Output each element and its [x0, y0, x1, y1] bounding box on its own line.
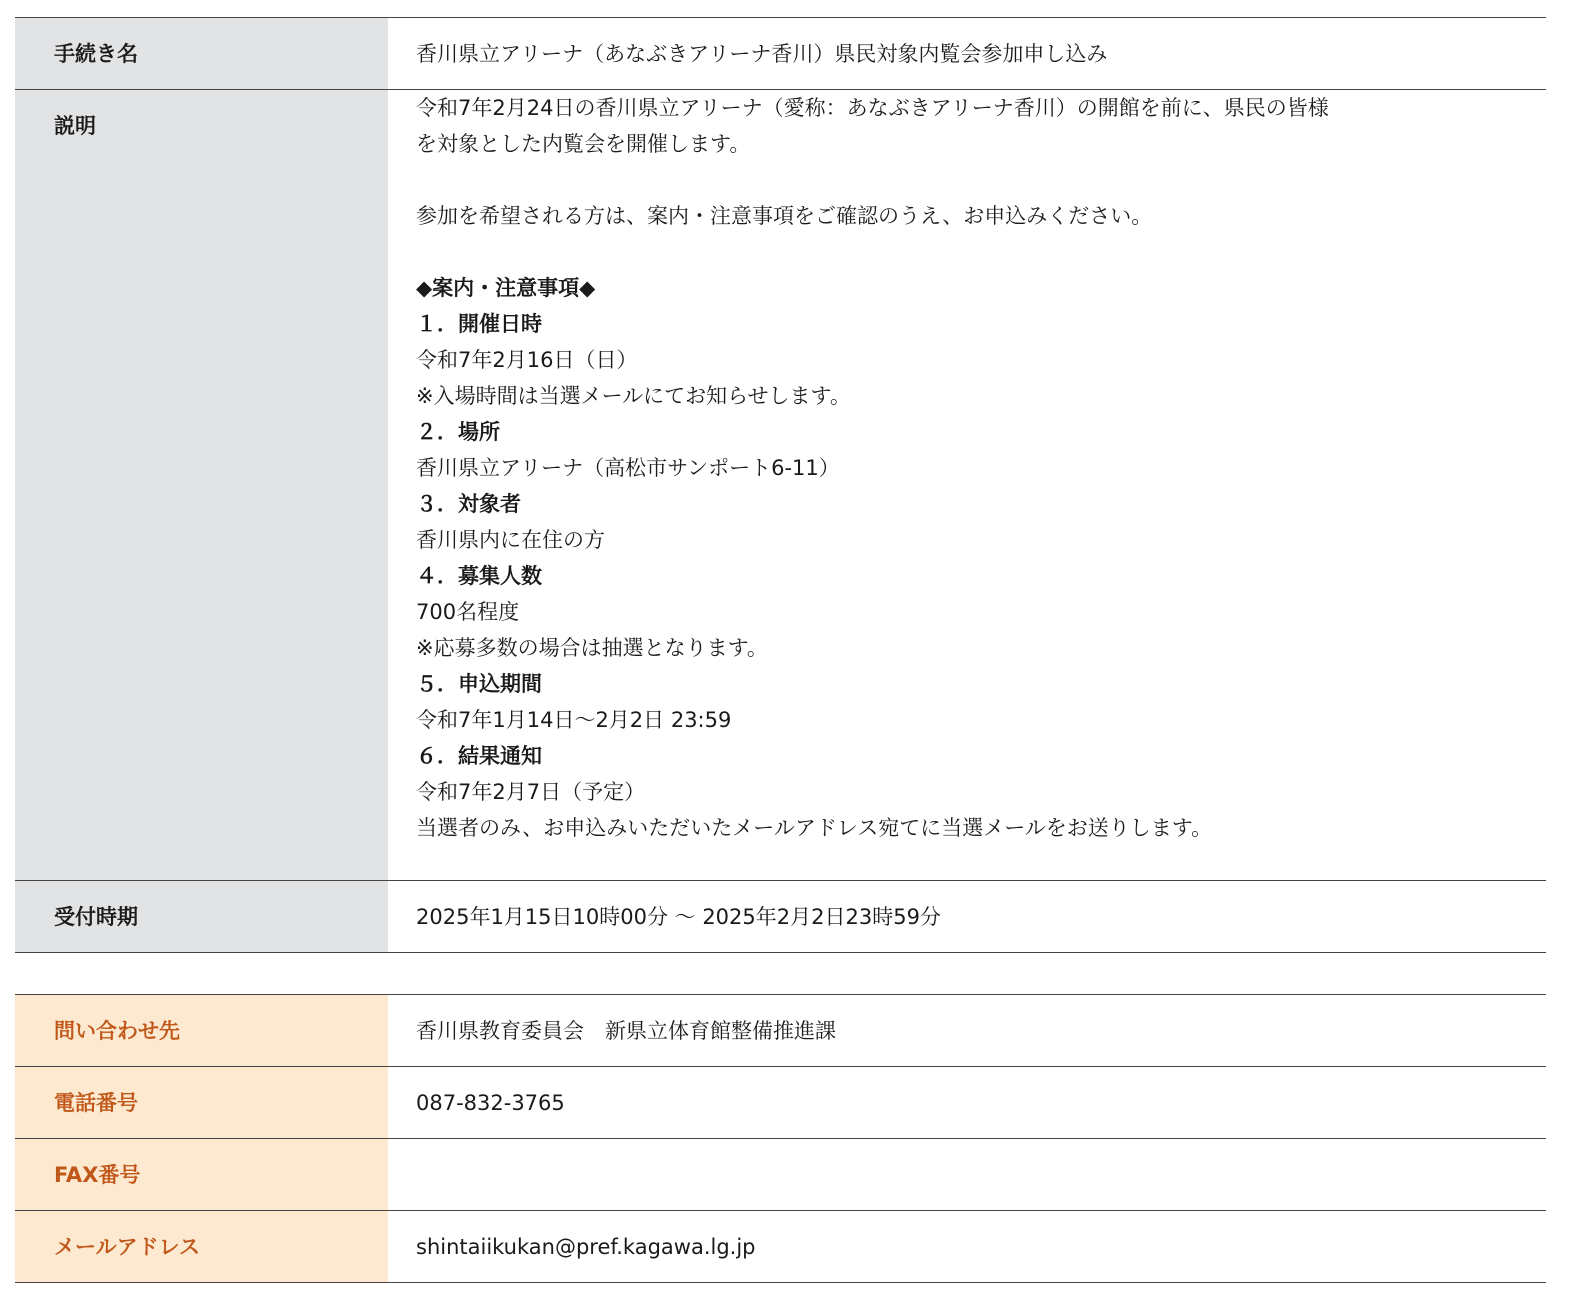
section-text: 令和7年2月16日（日） [416, 348, 638, 372]
description-blank-line [416, 234, 1546, 270]
email-row [15, 1211, 1546, 1283]
phone-label: 電話番号 [15, 1067, 388, 1139]
email-label: メールアドレス [15, 1211, 388, 1283]
section-text: 700名程度 [416, 600, 520, 624]
section-heading-result-notice: ６．結果通知 [416, 744, 542, 768]
phone-row [15, 1067, 1546, 1139]
section-text: 当選者のみ、お申込みいただいたメールアドレス宛てに当選メールをお送りします。 [416, 816, 1213, 840]
fax-row [15, 1139, 1546, 1211]
procedure-name-label: 手続き名 [15, 18, 388, 90]
section-heading-application-period: ５．申込期間 [416, 672, 542, 696]
notice-heading: ◆案内・注意事項◆ [416, 276, 596, 300]
section-text: 香川県立アリーナ（高松市サンポート6-11） [416, 456, 840, 480]
inquiry-row [15, 995, 1546, 1067]
acceptance-period-value: 2025年1月15日10時00分 ～ 2025年2月2日23時59分 [388, 881, 1546, 953]
section-heading-datetime: １．開催日時 [416, 312, 542, 336]
description-label: 説明 [15, 90, 388, 881]
section-heading-eligibility: ３．対象者 [416, 492, 521, 516]
phone-value: 087-832-3765 [388, 1067, 1546, 1139]
email-value: shintaiikukan@pref.kagawa.lg.jp [388, 1211, 1546, 1283]
section-heading-capacity: ４．募集人数 [416, 564, 542, 588]
section-note: ※応募多数の場合は抽選となります。 [416, 636, 768, 660]
acceptance-period-row [15, 881, 1546, 953]
fax-value [388, 1139, 1546, 1211]
section-heading-venue: ２．場所 [416, 420, 500, 444]
description-text-line: を対象とした内覧会を開催します。 [416, 132, 751, 156]
inquiry-value: 香川県教育委員会 新県立体育館整備推進課 [388, 995, 1546, 1067]
description-text-line: 参加を希望される方は、案内・注意事項をご確認のうえ、お申込みください。 [416, 204, 1153, 228]
section-note: ※入場時間は当選メールにてお知らせします。 [416, 384, 851, 408]
acceptance-period-label: 受付時期 [15, 881, 388, 953]
section-text: 令和7年2月7日（予定） [416, 780, 646, 804]
procedure-info-table [15, 17, 1546, 953]
description-body [388, 90, 1546, 881]
contact-info-table [15, 994, 1546, 1283]
procedure-name-value: 香川県立アリーナ（あなぶきアリーナ香川）県民対象内覧会参加申し込み [388, 18, 1546, 90]
description-row [15, 90, 1546, 881]
fax-label: FAX番号 [15, 1139, 388, 1211]
section-text: 令和7年1月14日～2月2日 23:59 [416, 708, 732, 732]
inquiry-label: 問い合わせ先 [15, 995, 388, 1067]
section-text: 香川県内に在住の方 [416, 528, 605, 552]
description-blank-line [416, 162, 1546, 198]
description-text-line: 令和7年2月24日の香川県立アリーナ（愛称：あなぶきアリーナ香川）の開館を前に、県民の皆様 [416, 96, 1329, 120]
procedure-name-row [15, 18, 1546, 90]
